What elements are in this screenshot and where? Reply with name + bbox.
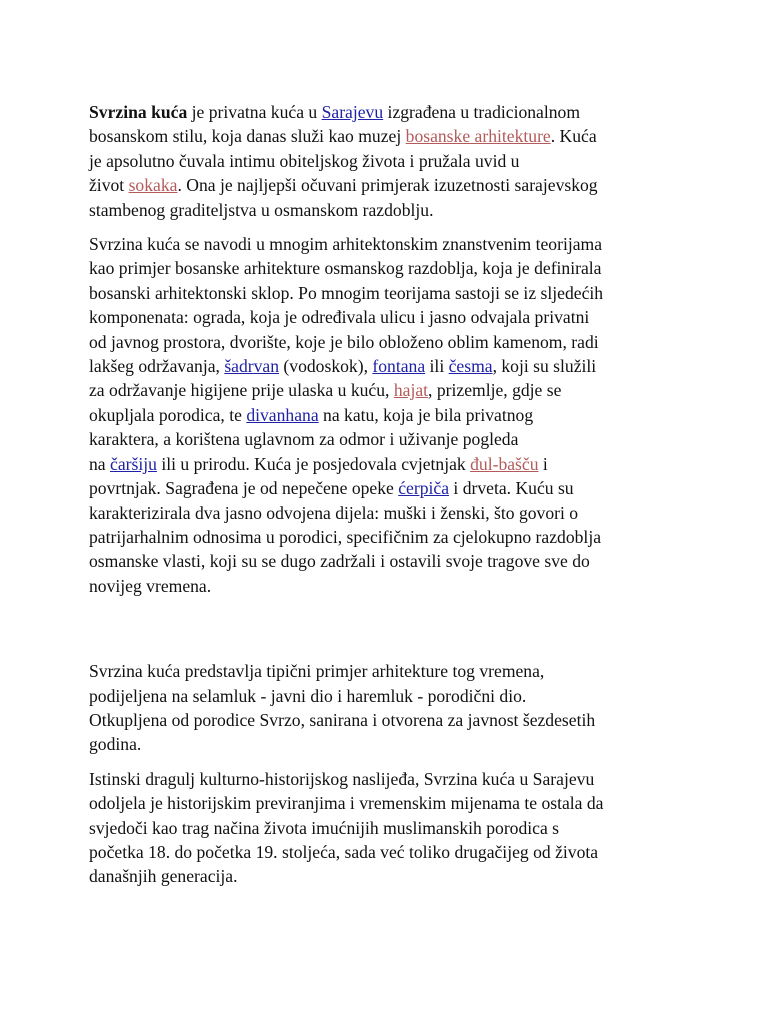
text-line: je apsolutno čuvala intimu obiteljskog života i pružala uvid u <box>89 150 520 171</box>
text-line: komponenata: ograda, koja je određivala ulicu i jasno odvajala privatni <box>89 307 590 328</box>
text-line: Otkupljena od porodice Svrzo, sanirana i otvorena za javnost šezdesetih <box>89 709 596 730</box>
text-line: život sokaka. Ona je najljepši očuvani primjerak izuzetnosti sarajevskog <box>89 175 598 196</box>
text-line: Svrzina kuća predstavlja tipični primjer arhitekture tog vremena, <box>89 661 545 682</box>
text-line: odoljela je historijskim previranjima i vremenskim mijenama te ostala da <box>89 793 604 814</box>
text-line: Svrzina kuća se navodi u mnogim arhitektonskim znanstvenim teorijama <box>89 234 603 255</box>
text-line: karakterizirala dva jasno odvojena dijela: muški i ženski, što govori o <box>89 502 579 523</box>
text-line: za održavanje higijene prije ulaska u kuću, hajat, prizemlje, gdje se <box>89 380 562 401</box>
text-line: Svrzina kuća je privatna kuća u Sarajevu izgrađena u tradicionalnom <box>89 102 581 122</box>
text-line: novijeg vremena. <box>89 575 212 596</box>
text-line: godina. <box>89 734 142 755</box>
text-line: današnjih generacija. <box>89 866 238 887</box>
link-dul-bascu[interactable]: đul-bašču <box>470 453 539 474</box>
link-fontana[interactable]: fontana <box>372 356 426 377</box>
text-line: Istinski dragulj kulturno-historijskog naslijeđa, Svrzina kuća u Sarajevu <box>89 768 595 789</box>
text-line: osmanske vlasti, koji su se dugo zadržali i ostavili svoje tragove sve do <box>89 551 590 572</box>
article-title: Svrzina kuća <box>89 102 188 122</box>
link-sadrvan[interactable]: šadrvan <box>224 356 280 377</box>
paragraph-intro <box>89 100 689 222</box>
text-line: kao primjer bosanske arhitekture osmanskog razdoblja, koja je definirala <box>89 258 602 279</box>
text-line: povrtnjak. Sagrađena je od nepečene opeke ćerpiča i drveta. Kuću su <box>89 478 574 499</box>
link-sarajevu[interactable]: Sarajevu <box>321 102 384 122</box>
text-line: na čaršiju ili u prirodu. Kuća je posjedovala cvjetnjak đul-bašču i <box>89 453 548 474</box>
text-line: karaktera, a korištena uglavnom za odmor i uživanje pogleda <box>89 429 519 450</box>
text-line: svjedoči kao trag načina života imućnijih muslimanskih porodica s <box>89 817 560 838</box>
link-carsiju[interactable]: čaršiju <box>110 453 157 474</box>
document-page <box>89 100 689 899</box>
text-line: bosanski arhitektonski sklop. Po mnogim teorijama sastoji se iz sljedećih <box>89 282 604 303</box>
text-line: stambenog graditeljstva u osmanskom razdoblju. <box>89 199 434 220</box>
paragraph-layout <box>89 659 689 757</box>
link-sokaka[interactable]: sokaka <box>128 175 178 196</box>
paragraph-heritage <box>89 767 689 889</box>
paragraph-architecture <box>89 232 689 598</box>
text-line: bosanskom stilu, koja danas služi kao muzej bosanske arhitekture. Kuća <box>89 126 597 147</box>
text-line: početka 18. do početka 19. stoljeća, sada već toliko drugačijeg od života <box>89 841 599 862</box>
text-line: patrijarhalnim odnosima u porodici, specifičnim za cjelokupno razdoblja <box>89 526 602 547</box>
link-hajat[interactable]: hajat <box>393 380 429 401</box>
text-line: od javnog prostora, dvorište, koje je bilo obloženo oblim kamenom, radi <box>89 331 599 352</box>
link-cesma[interactable]: česma <box>448 356 493 377</box>
link-bosanske-arhitekture[interactable]: bosanske arhitekture <box>405 126 551 147</box>
text-line: okupljala porodica, te divanhana na katu, koja je bila privatnog <box>89 404 534 425</box>
link-cerpica[interactable]: ćerpiča <box>398 478 450 499</box>
link-divanhana[interactable]: divanhana <box>246 404 319 425</box>
text-line: podijeljena na selamluk - javni dio i haremluk - porodični dio. <box>89 685 527 706</box>
text-line: lakšeg održavanja, šadrvan (vodoskok), fontana ili česma, koji su služili <box>89 356 597 377</box>
